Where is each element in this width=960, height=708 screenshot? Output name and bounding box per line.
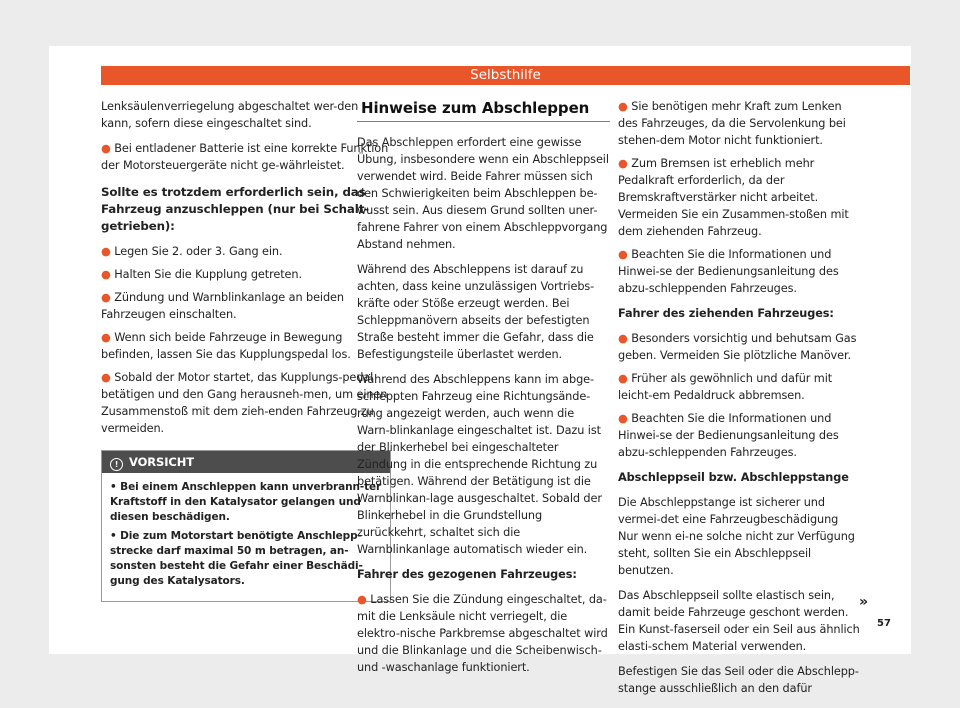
bullet-dot-icon: ● <box>618 332 628 345</box>
column-right <box>618 98 861 705</box>
bullet-dot-icon: ● <box>101 245 111 258</box>
bullet-dot-icon: ● <box>618 248 628 261</box>
rope-heading: Abschleppseil bzw. Abschleppstange <box>618 471 849 484</box>
list-item: ● Beachten Sie die Informationen und Hinwei-se der Bedienungsanleitung des abzu-schleppenden Fahrzeuges. <box>618 412 839 459</box>
continue-mark-icon: » <box>859 594 869 610</box>
bullet-dot-icon: ● <box>101 268 111 281</box>
list-item: ● Zündung und Warnblinkanlage an beiden Fahrzeugen einschalten. <box>101 291 344 321</box>
caution-box <box>101 450 391 602</box>
section-heading: Hinweise zum Abschleppen <box>357 98 610 122</box>
column-middle <box>357 98 610 682</box>
list-item: ● Halten Sie die Kupplung getreten. <box>101 268 302 281</box>
list-item: ● Beachten Sie die Informationen und Hinwei-se der Bedienungsanleitung des abzu-schleppenden Fahrzeuges. <box>618 248 839 295</box>
page-number: 57 <box>877 618 891 629</box>
tow-start-heading: Sollte es trotzdem erforderlich sein, das Fahrzeug anzuschleppen (nur bei Schalt-getrieben): <box>101 185 370 233</box>
bullet-dot-icon: ● <box>101 291 111 304</box>
paragraph: Die Abschleppstange ist sicherer und vermei-det eine Fahrzeugbeschädigung Nur wenn ei-ne solche nicht zur Verfügung steht, sollten Sie ein Abschleppseil benutzen. <box>618 496 855 577</box>
bullet-dot-icon: ● <box>101 331 111 344</box>
list-item: ● Früher als gewöhnlich und dafür mit leicht-em Pedaldruck abbremsen. <box>618 372 833 402</box>
paragraph: Während des Abschleppens ist darauf zu achten, dass keine unzulässigen Vortriebs-kräfte oder Stöße erzeugt werden. Bei Schleppmanövern abseits der befestigten Straße besteht immer die Gefahr, dass die Befestigungsteile überlastet werden. <box>357 263 595 361</box>
paragraph: Während des Abschleppens kann im abge-schleppten Fahrzeug eine Richtungsände-rung angezeigt werden, auch wenn die Warn-blinkanlage eingeschaltet ist. Dazu ist der Blinkerhebel bei eingeschalteter Zündung in die entsprechende Richtung zu betätigen. Während der Betätigung ist die Warnblinkan-lage ausgeschaltet. Sobald der Blinkerhebel in die Grundstellung zurückkehrt, schaltet sich die Warnblinkanlage automatisch wieder ein. <box>357 373 602 556</box>
manual-page <box>49 46 911 695</box>
caution-body <box>102 473 390 601</box>
bullet-dot-icon: ● <box>618 412 628 425</box>
caution-item: • Die zum Motorstart benötigte Anschlepp-strecke darf maximal 50 m betragen, an-sonsten besteht die Gefahr einer Beschädi-gung des Katalysators. <box>110 530 363 587</box>
bullet-dot-icon: ● <box>101 371 111 384</box>
paragraph: Das Abschleppseil sollte elastisch sein, damit beide Fahrzeuge geschont werden. Ein Kunst-faserseil oder ein Seil aus ähnlich elasti-schem Material verwenden. <box>618 589 860 653</box>
column-left <box>101 98 391 602</box>
bullet-dot-icon: ● <box>101 142 111 155</box>
list-item: ● Legen Sie 2. oder 3. Gang ein. <box>101 245 283 258</box>
warning-circle-icon: ! <box>110 458 123 471</box>
list-item: ● Sie benötigen mehr Kraft zum Lenken des Fahrzeuges, da die Servolenkung bei stehen-dem Motor nicht funktioniert. <box>618 100 846 147</box>
list-item: ● Zum Bremsen ist erheblich mehr Pedalkraft erforderlich, da der Bremskraftverstärker nicht arbeitet. Vermeiden Sie ein Zusammen-stoßen mit dem ziehenden Fahrzeug. <box>618 157 849 238</box>
page-header: Selbsthilfe <box>101 66 910 85</box>
list-item: ● Wenn sich beide Fahrzeuge in Bewegung befinden, lassen Sie das Kupplungspedal los. <box>101 331 351 361</box>
caution-header <box>102 451 390 473</box>
caution-item: • Bei einem Anschleppen kann unverbrann-ter Kraftstoff in den Katalysator gelangen und diesen beschädigen. <box>110 481 382 523</box>
towed-driver-heading: Fahrer des gezogenen Fahrzeuges: <box>357 568 577 581</box>
list-item: ● Besonders vorsichtig und behutsam Gas geben. Vermeiden Sie plötzliche Manöver. <box>618 332 857 362</box>
bullet-dot-icon: ● <box>357 593 367 606</box>
paragraph: Befestigen Sie das Seil oder die Abschlepp-stange ausschließlich an den dafür <box>618 665 859 695</box>
list-item: ● Sobald der Motor startet, das Kupplungs-pedal betätigen und den Gang herausneh-men, um einen Zusammenstoß mit dem zieh-enden Fahrzeug zu vermeiden. <box>101 371 388 435</box>
bullet-dot-icon: ● <box>618 157 628 170</box>
list-item: ● Lassen Sie die Zündung eingeschaltet, da-mit die Lenksäule nicht verriegelt, die elektro-nische Parkbremse abgeschaltet wird und die Blinkanlage und die Scheibenwisch- und -waschanlage funktioniert. <box>357 593 608 674</box>
caution-title: VORSICHT <box>129 455 194 469</box>
intro-text: Lenksäulenverriegelung abgeschaltet wer-den kann, sofern diese eingeschaltet sind. <box>101 100 359 130</box>
towing-driver-heading: Fahrer des ziehenden Fahrzeuges: <box>618 307 834 320</box>
battery-bullet: ● Bei entladener Batterie ist eine korrekte Funktion der Motorsteuergeräte nicht ge-währleistet. <box>101 142 389 172</box>
bullet-dot-icon: ● <box>618 372 628 385</box>
bullet-dot-icon: ● <box>618 100 628 113</box>
paragraph: Das Abschleppen erfordert eine gewisse Übung, insbesondere wenn ein Abschleppseil verwendet wird. Beide Fahrer müssen sich den Schwierigkeiten beim Abschleppen be-wusst sein. Aus diesem Grund sollten uner-fahrene Fahrer von einem Abschleppvorgang Abstand nehmen. <box>357 136 609 251</box>
